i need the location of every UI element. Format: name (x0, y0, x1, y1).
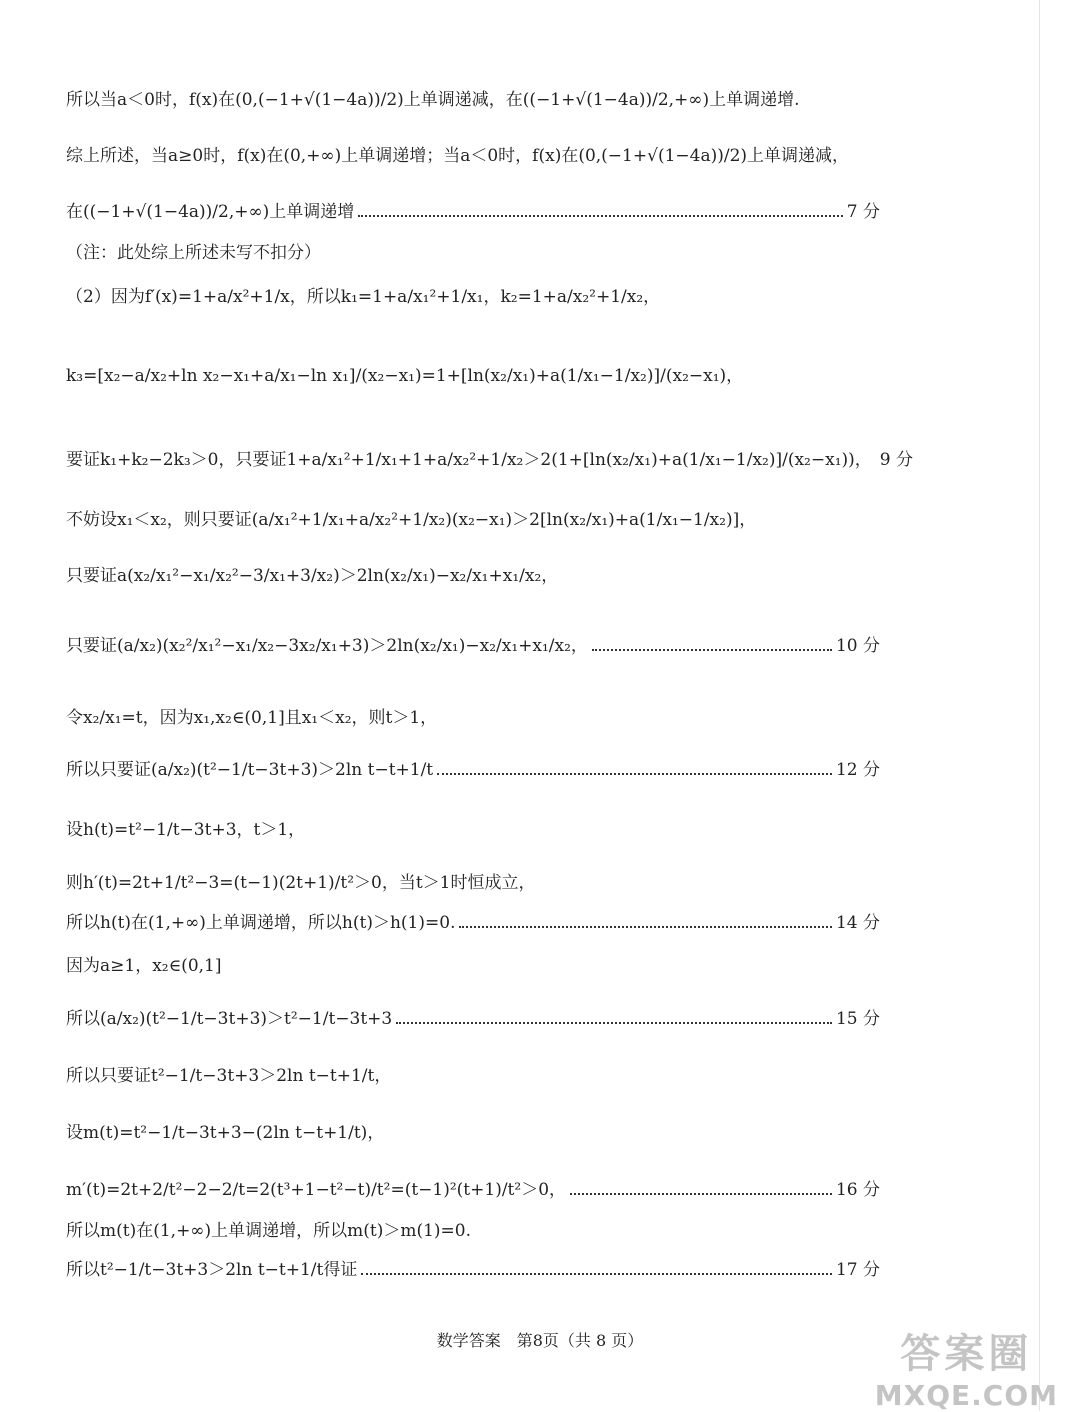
page-edge (1039, 0, 1040, 1411)
text-line: 所以t²−1/t−3t+3＞2ln t−t+1/t得证 (66, 1260, 358, 1280)
leader-dots (361, 1272, 832, 1275)
score-label: 17 分 (835, 1260, 880, 1280)
scored-line (0, 760, 880, 780)
text-line: 不妨设x₁＜x₂，则只要证(a/x₁²+1/x₁+a/x₂²+1/x₂)(x₂−x₁)＞2[ln(x₂/x₁)+a(1/x₁−1/x₂)]， (66, 510, 757, 530)
scored-line (0, 1260, 880, 1280)
text-line: 则h′(t)=2t+1/t²−3=(t−1)(2t+1)/t²＞0，当t＞1时恒成立， (66, 873, 536, 893)
leader-dots (437, 772, 832, 775)
page-footer: 数学答案 第8页（共 8 页） (436, 1331, 644, 1350)
scored-line (0, 913, 880, 933)
score-label: 7 分 (846, 202, 880, 222)
text-line: k₃=[x₂−a/x₂+ln x₂−x₁+a/x₁−ln x₁]/(x₂−x₁)=1+[ln(x₂/x₁)+a(1/x₁−1/x₂)]/(x₂−x₁)， (66, 366, 744, 386)
text-line: 所以只要证(a/x₂)(t²−1/t−3t+3)＞2ln t−t+1/t (66, 760, 434, 780)
score-label: 9 分 (879, 450, 914, 470)
text-line: （2）因为f′(x)=1+a/x²+1/x，所以k₁=1+a/x₁²+1/x₁，k₂=1+a/x₂²+1/x₂， (66, 287, 661, 307)
watermark-url: MXQE.COM (874, 1379, 1058, 1412)
leader-dots (396, 1021, 832, 1024)
leader-dots (570, 1192, 832, 1195)
text-line: 只要证a(x₂/x₁²−x₁/x₂²−3/x₁+3/x₂)＞2ln(x₂/x₁)−x₂/x₁+x₁/x₂， (66, 566, 559, 586)
note-line: （注：此处综上所述未写不扣分） (66, 243, 321, 263)
watermark-text: 答案圈 (900, 1331, 1033, 1377)
text-line: 所以m(t)在(1,+∞)上单调递增，所以m(t)＞m(1)=0. (66, 1221, 471, 1241)
scored-line (0, 1009, 880, 1029)
score-label: 14 分 (835, 913, 880, 933)
watermark-logo (875, 1322, 1058, 1412)
score-label: 12 分 (835, 760, 880, 780)
scored-line (0, 1180, 880, 1200)
text-line: 所以当a＜0时，f(x)在(0,(−1+√(1−4a))/2)上单调递减，在((−1+√(1−4a))/2,+∞)上单调递增. (66, 90, 800, 110)
scored-line (0, 202, 880, 222)
text-line: 设m(t)=t²−1/t−3t+3−(2ln t−t+1/t)， (66, 1123, 385, 1143)
leader-dots (459, 925, 831, 928)
text-line: 在((−1+√(1−4a))/2,+∞)上单调递增 (66, 202, 355, 222)
text-line: 所以只要证t²−1/t−3t+3＞2ln t−t+1/t， (66, 1066, 392, 1086)
text-line: 设h(t)=t²−1/t−3t+3，t＞1， (66, 820, 306, 840)
leader-dots (592, 648, 832, 651)
text-line: 只要证(a/x₂)(x₂²/x₁²−x₁/x₂−3x₂/x₁+3)＞2ln(x₂/x₁)−x₂/x₁+x₁/x₂， (66, 636, 588, 656)
text-line: 所以(a/x₂)(t²−1/t−3t+3)＞t²−1/t−3t+3 (66, 1009, 393, 1029)
text-line: 令x₂/x₁=t，因为x₁,x₂∈(0,1]且x₁＜x₂，则t＞1， (66, 708, 438, 728)
text-line: m′(t)=2t+2/t²−2−2/t=2(t³+1−t²−t)/t²=(t−1)²(t+1)/t²＞0， (66, 1180, 567, 1200)
score-label: 16 分 (835, 1180, 880, 1200)
score-label: 10 分 (835, 636, 880, 656)
text-line: 所以h(t)在(1,+∞)上单调递增，所以h(t)＞h(1)=0. (66, 913, 456, 933)
scored-line (0, 450, 914, 470)
score-label: 15 分 (835, 1009, 880, 1029)
scored-line (0, 636, 880, 656)
leader-dots (358, 214, 842, 217)
text-line: 因为a≥1，x₂∈(0,1] (66, 956, 222, 976)
text-line: 综上所述，当a≥0时，f(x)在(0,+∞)上单调递增；当a＜0时，f(x)在(0,(−1+√(1−4a))/2)上单调递减， (66, 146, 850, 166)
text-line: 要证k₁+k₂−2k₃＞0，只要证1+a/x₁²+1/x₁+1+a/x₂²+1/x₂＞2(1+[ln(x₂/x₁)+a(1/x₁−1/x₂)]/(x₂−x₁))， (66, 450, 872, 470)
